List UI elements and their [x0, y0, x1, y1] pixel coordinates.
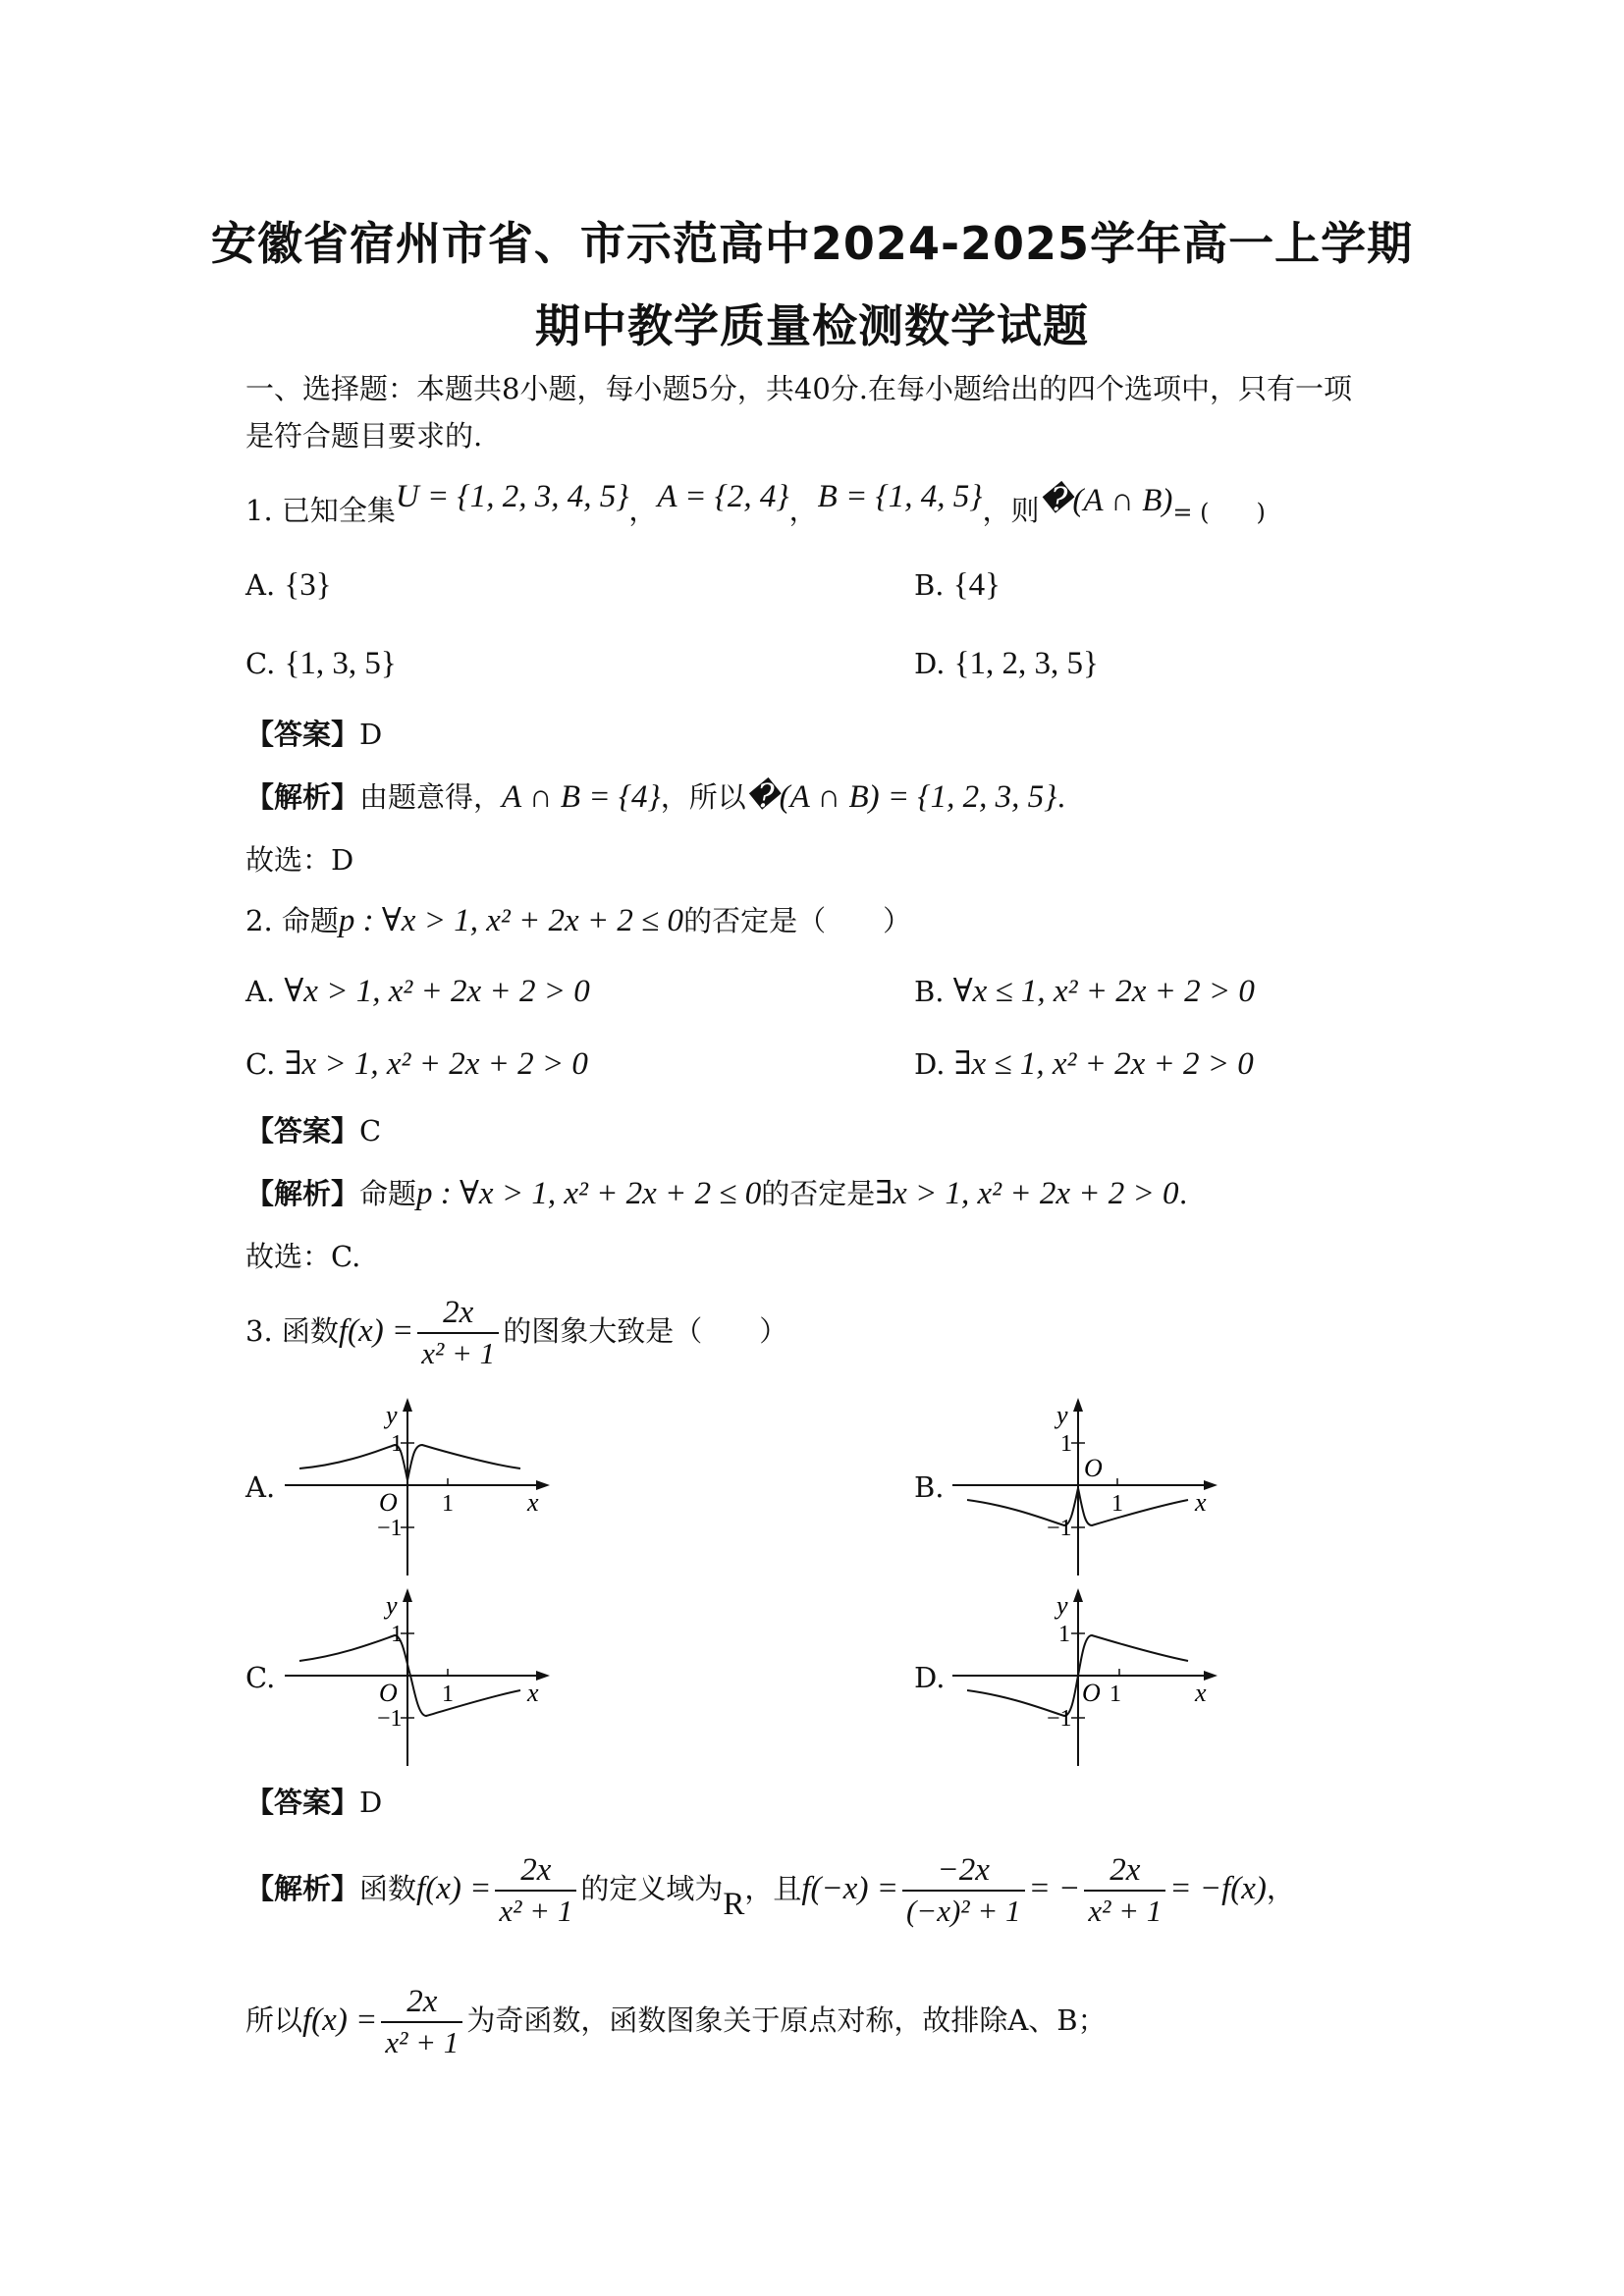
q2-answer: [245, 1111, 381, 1150]
q1-choice: 故选：D: [245, 843, 354, 877]
graph-c-label: C.: [245, 1661, 276, 1694]
question-2-prefix: 2. 命题: [245, 904, 339, 937]
analysis-text: 的否定是: [761, 1177, 876, 1210]
answer-label: 【答案】: [245, 1786, 360, 1819]
graph-c: [285, 1584, 560, 1771]
origin-label: O: [379, 1679, 398, 1707]
equation-middle: = −: [1028, 1871, 1081, 1906]
analysis-label: 【解析】: [245, 1177, 360, 1210]
fraction-numerator: 2x: [1110, 1852, 1141, 1888]
q2-analysis: [245, 1174, 1188, 1213]
origin-label: O: [379, 1488, 398, 1517]
option-value: ∀x > 1, x² + 2x + 2 > 0: [284, 974, 590, 1009]
question-2-stem: [245, 901, 911, 940]
f-neg-lhs: f(−x) =: [801, 1871, 898, 1906]
analysis-label: 【解析】: [245, 780, 360, 814]
analysis-math: ∃x > 1, x² + 2x + 2 > 0: [875, 1176, 1179, 1211]
analysis-math: A ∩ B = {4}: [502, 779, 661, 815]
domain-r: R: [723, 1887, 745, 1922]
y-arrow-icon: [1073, 1588, 1083, 1602]
y-arrow-icon: [403, 1398, 412, 1412]
question-1-tail: = ( ): [1172, 499, 1266, 526]
option-value: {3}: [284, 567, 332, 603]
exam-title-line2: 期中教学质量检测数学试题: [535, 299, 1089, 352]
y-label: y: [386, 1401, 398, 1429]
q2-choice: 故选：C.: [245, 1240, 361, 1273]
set-u: U = {1, 2, 3, 4, 5}: [395, 479, 629, 514]
analysis-text: 命题: [359, 1177, 417, 1210]
f-neg-fraction: [902, 1850, 1025, 1931]
section-intro-line1: 一、选择题：本题共8小题，每小题5分，共40分.在每小题给出的四个选项中，只有一项: [245, 372, 1353, 405]
analysis-text: ，且: [744, 1872, 802, 1905]
option-label: C.: [245, 1047, 276, 1081]
option-label: C.: [245, 647, 276, 680]
y-arrow-icon: [1073, 1398, 1083, 1412]
graph-b-label: B.: [914, 1470, 945, 1504]
answer-label: 【答案】: [245, 718, 360, 751]
y-label: y: [1056, 1401, 1068, 1429]
tick-neg-one-label: −1: [377, 1706, 403, 1732]
complement-expression: �(A ∩ B): [1039, 483, 1173, 518]
proposition-p: p : ∀x > 1, x² + 2x + 2 ≤ 0: [338, 903, 684, 938]
graph-d: [952, 1584, 1227, 1771]
option-label: A.: [245, 975, 276, 1008]
q2-option-d: [914, 1044, 1254, 1084]
q1-analysis: [245, 777, 1066, 817]
option-value: ∃x > 1, x² + 2x + 2 > 0: [284, 1046, 588, 1082]
fraction-denominator: x² + 1: [1084, 1890, 1165, 1931]
x-label: x: [1195, 1488, 1207, 1517]
analysis-label: 【解析】: [245, 1872, 360, 1905]
equation-end: = −f(x): [1169, 1871, 1267, 1906]
curve-a: [299, 1445, 520, 1480]
origin-label: O: [1082, 1679, 1101, 1707]
q1-option-c: [245, 644, 397, 683]
analysis-end: .: [1056, 780, 1066, 814]
fraction-denominator: (−x)² + 1: [902, 1890, 1025, 1931]
option-label: B.: [914, 568, 945, 602]
tick-x-one-label: 1: [442, 1491, 454, 1517]
tick-neg-one-label: −1: [377, 1516, 403, 1541]
q3-answer: [245, 1783, 382, 1822]
function-lhs: f(x) =: [302, 2002, 378, 2038]
origin-label: O: [1084, 1454, 1103, 1482]
question-2-tail: 的否定是（ ）: [683, 904, 912, 937]
section-intro-line2: 是符合题目要求的.: [245, 419, 483, 453]
y-arrow-icon: [403, 1588, 412, 1602]
tick-one-label: 1: [1058, 1622, 1070, 1647]
function-fraction: [417, 1293, 499, 1373]
tick-one-label: 1: [1060, 1431, 1072, 1457]
set-b: B = {1, 4, 5}: [817, 479, 983, 514]
y-label: y: [1056, 1591, 1068, 1620]
function-fraction: [381, 1982, 462, 2062]
x-label: x: [527, 1488, 539, 1517]
tick-x-one-label: 1: [1110, 1682, 1121, 1707]
fraction-denominator: x² + 1: [381, 2021, 462, 2062]
option-value: {1, 3, 5}: [284, 646, 397, 681]
q3-analysis-line2: [245, 1981, 1107, 2062]
answer-value: D: [359, 718, 383, 751]
q2-option-a: [245, 972, 590, 1011]
function-lhs: f(x) =: [416, 1871, 492, 1906]
exam-title-line1: 安徽省宿州市省、市示范高中2024-2025学年高一上学期: [210, 217, 1414, 270]
option-label: B.: [914, 975, 945, 1008]
function-lhs: f(x) =: [338, 1313, 414, 1349]
q1-option-a: [245, 565, 332, 605]
analysis-math: �(A ∩ B) = {1, 2, 3, 5}: [745, 779, 1057, 815]
question-1-prefix: 1. 已知全集: [245, 494, 396, 527]
analysis-end: .: [1178, 1177, 1188, 1210]
question-1-stem: 1. 已知全集U = {1, 2, 3, 4, 5}，A = {2, 4}，B = {1, 4, 5}，则�(A ∩ B)= ( ): [245, 479, 1266, 527]
option-value: ∃x ≤ 1, x² + 2x + 2 > 0: [953, 1046, 1254, 1082]
option-value: {1, 2, 3, 5}: [953, 646, 1099, 681]
q3-analysis-line1: [245, 1849, 1295, 1931]
option-label: D.: [914, 1047, 946, 1081]
function-fraction-2: [1084, 1850, 1165, 1931]
q1-option-d: [914, 644, 1099, 683]
option-value: ∀x ≤ 1, x² + 2x + 2 > 0: [952, 974, 1255, 1009]
y-label: y: [386, 1591, 398, 1620]
answer-label: 【答案】: [245, 1114, 360, 1148]
tick-one-label: 1: [391, 1622, 403, 1647]
analysis-text: 函数: [359, 1872, 417, 1905]
graph-a: [285, 1394, 560, 1580]
x-label: x: [1195, 1679, 1207, 1707]
answer-value: C: [359, 1114, 382, 1148]
q1-option-b: [914, 565, 1001, 605]
question-1-then: ，则: [982, 494, 1040, 527]
fraction-denominator: x² + 1: [495, 1890, 576, 1931]
analysis-text: 的定义域为: [580, 1872, 724, 1905]
fraction-denominator: x² + 1: [417, 1332, 499, 1373]
option-label: D.: [914, 647, 946, 680]
fraction-numerator: 2x: [443, 1295, 474, 1330]
tick-one-label: 1: [391, 1431, 403, 1457]
question-3-tail: 的图象大致是（ ）: [503, 1314, 788, 1348]
analysis-text: 由题意得，: [359, 780, 503, 814]
graph-b: [952, 1394, 1227, 1580]
analysis-text: 为奇函数，函数图象关于原点对称，故排除A、B；: [466, 2003, 1107, 2037]
set-a: A = {2, 4}: [657, 479, 789, 514]
tick-x-one-label: 1: [442, 1682, 454, 1707]
x-label: x: [527, 1679, 539, 1707]
analysis-math: p : ∀x > 1, x² + 2x + 2 ≤ 0: [416, 1176, 762, 1211]
q2-option-c: [245, 1044, 588, 1084]
q1-answer: [245, 715, 382, 754]
question-3-prefix: 3. 函数: [245, 1314, 339, 1348]
option-label: A.: [245, 568, 276, 602]
tick-neg-one-label: −1: [1047, 1516, 1072, 1541]
question-3-stem: [245, 1292, 787, 1373]
q2-option-b: [914, 972, 1255, 1011]
analysis-text: ，所以: [660, 780, 746, 814]
fraction-numerator: −2x: [937, 1852, 990, 1888]
fraction-numerator: 2x: [520, 1852, 552, 1888]
function-fraction: [495, 1850, 576, 1931]
comma: ，: [1266, 1872, 1295, 1905]
graph-a-label: A.: [245, 1470, 276, 1504]
option-value: {4}: [952, 567, 1001, 603]
answer-value: D: [359, 1786, 383, 1819]
analysis-text: 所以: [245, 2003, 303, 2037]
tick-x-one-label: 1: [1111, 1491, 1123, 1517]
tick-neg-one-label: −1: [1047, 1706, 1072, 1732]
fraction-numerator: 2x: [406, 1984, 438, 2019]
graph-d-label: D.: [914, 1661, 946, 1694]
